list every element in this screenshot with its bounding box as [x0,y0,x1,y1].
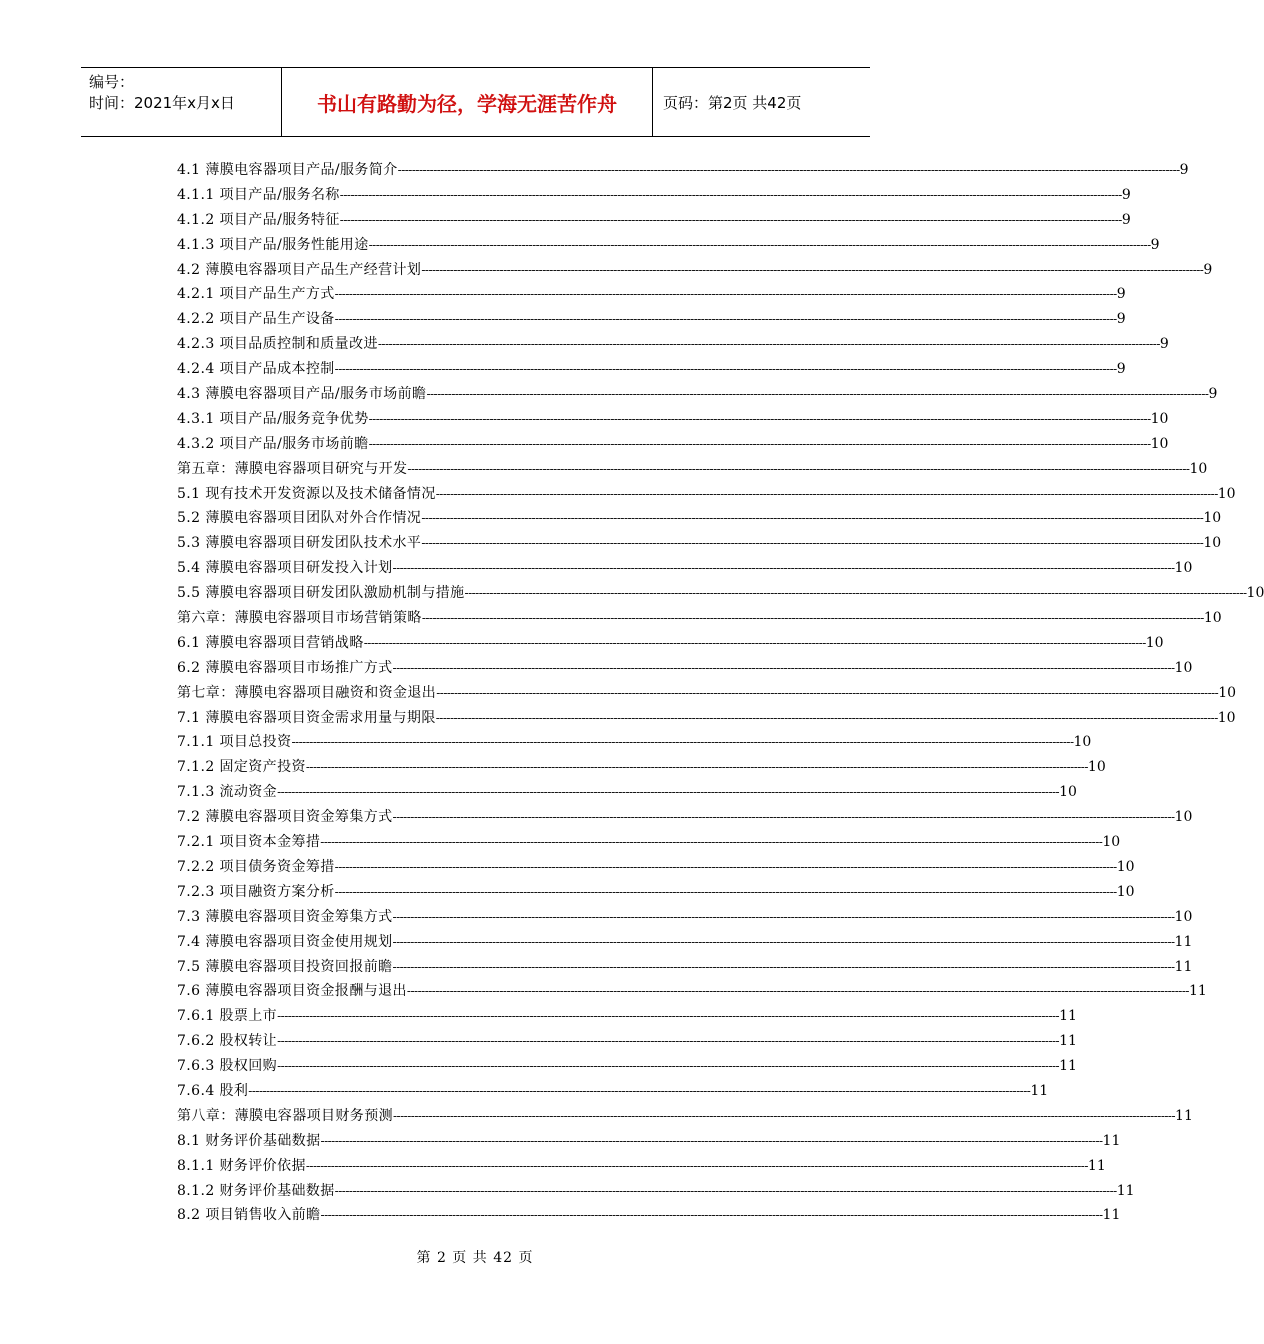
toc-entry-title: 5.5 薄膜电容器项目研发团队激励机制与措施 [177,585,465,602]
toc-entry-page: 10 [1059,784,1077,801]
toc-entry-page: 10 [1150,410,1169,427]
toc-entry-page: 11 [1188,983,1207,1000]
toc-leader-dashes: ---------------------------------------------------------------------------------------------------------------------------------------------------------------------------------------------------------------------------- [339,212,1122,227]
header-number-label: 编号： [89,73,135,91]
toc-leader-dashes: ---------------------------------------------------------------------------------------------------------------------------------------------------------------------------------------------------------------------------- [368,237,1151,252]
toc-entry-title: 7.1.1 项目总投资 [177,734,292,751]
toc-entry-page: 10 [1189,460,1208,477]
toc-leader-dashes: ---------------------------------------------------------------------------------------------------------------------------------------------------------------------------------------------------------------------------- [277,1034,1060,1049]
toc-entry[interactable] [177,557,1193,582]
toc-leader-dashes: ---------------------------------------------------------------------------------------------------------------------------------------------------------------------------------------------------------------------------- [320,1208,1103,1223]
toc-entry-title: 8.1 财务评价基础数据 [177,1132,321,1149]
toc-entry-page: 10 [1218,684,1237,701]
toc-entry-title: 8.1.1 财务评价依据 [177,1157,306,1174]
toc-entry-page: 11 [1059,1033,1077,1050]
toc-leader-dashes: ---------------------------------------------------------------------------------------------------------------------------------------------------------------------------------------------------------------------------- [277,1009,1060,1024]
toc-leader-dashes: ---------------------------------------------------------------------------------------------------------------------------------------------------------------------------------------------------------------------------- [421,611,1204,626]
toc-entry-page: 11 [1174,958,1193,975]
toc-entry[interactable] [177,856,1135,881]
toc-entry[interactable] [177,1080,1049,1105]
toc-entry-title: 7.4 薄膜电容器项目资金使用规划 [177,933,393,950]
toc-entry-page: 10 [1073,734,1092,751]
toc-entry[interactable] [177,333,1169,358]
toc-leader-dashes: ---------------------------------------------------------------------------------------------------------------------------------------------------------------------------------------------------------------------------- [421,511,1204,526]
toc-entry-title: 7.6.2 股权转让 [177,1033,278,1050]
toc-entry-page: 10 [1246,585,1264,602]
toc-entry-page: 10 [1102,834,1121,851]
toc-entry-page: 10 [1217,485,1236,502]
toc-entry[interactable] [177,1055,1077,1080]
header-time-label: 时间：2021年x月x日 [89,94,235,112]
toc-entry-title: 4.1.3 项目产品/服务性能用途 [177,236,369,253]
toc-entry[interactable] [177,283,1126,308]
toc-entry-page: 11 [1116,1182,1135,1199]
toc-entry-title: 5.3 薄膜电容器项目研发团队技术水平 [177,535,422,552]
toc-entry-title: 7.2 薄膜电容器项目资金筹集方式 [177,809,393,826]
toc-entry-page: 10 [1087,759,1106,776]
toc-leader-dashes: ---------------------------------------------------------------------------------------------------------------------------------------------------------------------------------------------------------------------------- [334,287,1117,302]
toc-leader-dashes: ---------------------------------------------------------------------------------------------------------------------------------------------------------------------------------------------------------------------------- [436,685,1219,700]
toc-entry-title: 4.2.2 项目产品生产设备 [177,311,335,328]
toc-entry-page: 10 [1174,560,1193,577]
toc-entry-page: 11 [1174,933,1193,950]
toc-entry-title: 7.6 薄膜电容器项目资金报酬与退出 [177,983,407,1000]
toc-entry-page: 11 [1059,1008,1077,1025]
toc-entry-page: 11 [1102,1207,1121,1224]
toc-leader-dashes: ---------------------------------------------------------------------------------------------------------------------------------------------------------------------------------------------------------------------------- [392,561,1175,576]
toc-entry-page: 10 [1116,883,1135,900]
toc-entry-title: 8.1.2 财务评价基础数据 [177,1182,335,1199]
toc-entry-page: 10 [1174,659,1193,676]
toc-leader-dashes: ---------------------------------------------------------------------------------------------------------------------------------------------------------------------------------------------------------------------------- [392,959,1175,974]
toc-entry-page: 9 [1179,162,1189,178]
toc-leader-dashes: ---------------------------------------------------------------------------------------------------------------------------------------------------------------------------------------------------------------------------- [334,1183,1117,1198]
toc-entry[interactable] [177,209,1131,234]
toc-entry[interactable] [177,1155,1106,1180]
toc-entry-page: 9 [1121,186,1131,203]
toc-entry-page: 10 [1203,510,1222,527]
toc-entry[interactable] [177,458,1208,483]
toc-entry[interactable] [177,184,1131,209]
toc-entry-page: 11 [1030,1082,1049,1099]
toc-leader-dashes: ---------------------------------------------------------------------------------------------------------------------------------------------------------------------------------------------------------------------------- [334,884,1117,899]
toc-entry-title: 7.1.3 流动资金 [177,784,278,801]
toc-entry[interactable] [177,831,1121,856]
toc-entry-title: 第七章：薄膜电容器项目融资和资金退出 [177,684,437,701]
toc-entry[interactable] [177,931,1193,956]
toc-entry-page: 10 [1145,634,1164,651]
toc-entry-title: 5.2 薄膜电容器项目团队对外合作情况 [177,510,422,527]
toc-entry[interactable] [177,980,1207,1005]
toc-leader-dashes: ---------------------------------------------------------------------------------------------------------------------------------------------------------------------------------------------------------------------------- [435,710,1218,725]
toc-entry[interactable] [177,1105,1193,1130]
toc-entry[interactable] [177,159,1189,184]
toc-entry-title: 第五章：薄膜电容器项目研究与开发 [177,460,408,477]
toc-entry-page: 10 [1203,535,1222,552]
toc-leader-dashes: ---------------------------------------------------------------------------------------------------------------------------------------------------------------------------------------------------------------------------- [392,810,1175,825]
toc-entry-page: 9 [1116,361,1126,378]
toc-leader-dashes: ---------------------------------------------------------------------------------------------------------------------------------------------------------------------------------------------------------------------------- [305,1158,1088,1173]
toc-entry-title: 5.1 现有技术开发资源以及技术储备情况 [177,485,436,502]
toc-leader-dashes: ---------------------------------------------------------------------------------------------------------------------------------------------------------------------------------------------------------------------------- [334,362,1117,377]
toc-leader-dashes: ---------------------------------------------------------------------------------------------------------------------------------------------------------------------------------------------------------------------------- [435,486,1218,501]
toc-entry[interactable] [177,532,1222,557]
toc-entry[interactable] [177,358,1126,383]
toc-leader-dashes: ---------------------------------------------------------------------------------------------------------------------------------------------------------------------------------------------------------------------------- [421,262,1204,277]
toc-leader-dashes: ---------------------------------------------------------------------------------------------------------------------------------------------------------------------------------------------------------------------------- [277,1059,1060,1074]
toc-entry[interactable] [177,707,1236,732]
toc-entry-title: 4.3 薄膜电容器项目产品/服务市场前瞻 [177,386,427,403]
toc-entry[interactable] [177,483,1236,508]
toc-leader-dashes: ---------------------------------------------------------------------------------------------------------------------------------------------------------------------------------------------------------------------------- [334,312,1117,327]
toc-entry-title: 4.1.1 项目产品/服务名称 [177,186,340,203]
toc-entry[interactable] [177,956,1193,981]
toc-entry[interactable] [177,806,1193,831]
toc-entry-title: 4.1.2 项目产品/服务特征 [177,211,340,228]
toc-entry[interactable] [177,383,1218,408]
toc-leader-dashes: ---------------------------------------------------------------------------------------------------------------------------------------------------------------------------------------------------------------------------- [392,909,1175,924]
toc-entry-title: 5.4 薄膜电容器项目研发投入计划 [177,560,393,577]
toc-entry-page: 11 [1087,1157,1106,1174]
toc-entry-page: 9 [1121,211,1131,228]
toc-entry-page: 9 [1116,311,1126,328]
toc-entry-title: 7.2.1 项目资本金筹措 [177,834,321,851]
toc-leader-dashes: ---------------------------------------------------------------------------------------------------------------------------------------------------------------------------------------------------------------------------- [406,984,1189,999]
toc-entry-title: 4.2.3 项目品质控制和质量改进 [177,336,378,353]
toc-entry-title: 4.3.1 项目产品/服务竞争优势 [177,410,369,427]
toc-entry[interactable] [177,632,1164,657]
toc-entry[interactable] [177,682,1237,707]
toc-entry-page: 10 [1150,435,1169,452]
toc-entry-page: 9 [1150,236,1160,253]
toc-entry[interactable] [177,507,1222,532]
toc-entry-page: 9 [1159,336,1169,353]
toc-entry-page: 9 [1116,286,1126,303]
toc-leader-dashes: ---------------------------------------------------------------------------------------------------------------------------------------------------------------------------------------------------------------------------- [393,1108,1176,1123]
toc-leader-dashes: ---------------------------------------------------------------------------------------------------------------------------------------------------------------------------------------------------------------------------- [339,187,1122,202]
toc-entry[interactable] [177,881,1135,906]
toc-entry-page: 9 [1203,261,1213,278]
toc-leader-dashes: ---------------------------------------------------------------------------------------------------------------------------------------------------------------------------------------------------------------------------- [248,1083,1031,1098]
toc-entry[interactable] [177,756,1106,781]
toc-leader-dashes: ---------------------------------------------------------------------------------------------------------------------------------------------------------------------------------------------------------------------------- [368,411,1151,426]
toc-leader-dashes: ---------------------------------------------------------------------------------------------------------------------------------------------------------------------------------------------------------------------------- [397,163,1180,177]
toc-entry-title: 4.2.4 项目产品成本控制 [177,361,335,378]
toc-entry[interactable] [177,433,1169,458]
toc-leader-dashes: ---------------------------------------------------------------------------------------------------------------------------------------------------------------------------------------------------------------------------- [320,835,1103,850]
page-footer: 第 2 页 共 42 页 [416,1250,534,1266]
toc-leader-dashes: ---------------------------------------------------------------------------------------------------------------------------------------------------------------------------------------------------------------------------- [426,387,1209,402]
toc-entry[interactable] [177,408,1169,433]
toc-entry-title: 7.1.2 固定资产投资 [177,759,306,776]
toc-leader-dashes: ---------------------------------------------------------------------------------------------------------------------------------------------------------------------------------------------------------------------------- [305,760,1088,775]
table-of-contents [177,159,1264,1229]
toc-entry[interactable] [177,731,1092,756]
toc-entry-title: 7.2.2 项目债务资金筹措 [177,858,335,875]
toc-entry-title: 7.6.4 股利 [177,1082,249,1099]
toc-entry-title: 7.6.3 股权回购 [177,1058,278,1075]
header-motto: 书山有路勤为径，学海无涯苦作舟 [282,68,653,136]
toc-entry-title: 第六章：薄膜电容器项目市场营销策略 [177,610,422,627]
toc-leader-dashes: ---------------------------------------------------------------------------------------------------------------------------------------------------------------------------------------------------------------------------- [377,337,1160,352]
toc-entry[interactable] [177,781,1077,806]
toc-entry[interactable] [177,1204,1121,1229]
toc-leader-dashes: ---------------------------------------------------------------------------------------------------------------------------------------------------------------------------------------------------------------------------- [407,461,1190,476]
toc-entry-title: 7.6.1 股票上市 [177,1008,278,1025]
toc-entry[interactable] [177,1130,1121,1155]
toc-leader-dashes: ---------------------------------------------------------------------------------------------------------------------------------------------------------------------------------------------------------------------------- [291,735,1074,750]
toc-entry-page: 10 [1174,908,1193,925]
toc-entry-title: 第八章：薄膜电容器项目财务预测 [177,1107,393,1124]
toc-entry-title: 7.2.3 项目融资方案分析 [177,883,335,900]
toc-leader-dashes: ---------------------------------------------------------------------------------------------------------------------------------------------------------------------------------------------------------------------------- [368,436,1151,451]
toc-entry[interactable] [177,234,1160,259]
toc-entry-title: 7.1 薄膜电容器项目资金需求用量与期限 [177,709,436,726]
toc-entry-title: 7.3 薄膜电容器项目资金筹集方式 [177,908,393,925]
toc-entry[interactable] [177,657,1193,682]
toc-leader-dashes: ---------------------------------------------------------------------------------------------------------------------------------------------------------------------------------------------------------------------------- [392,934,1175,949]
toc-entry-title: 7.5 薄膜电容器项目投资回报前瞻 [177,958,393,975]
toc-entry[interactable] [177,1180,1135,1205]
toc-entry-title: 8.2 项目销售收入前瞻 [177,1207,321,1224]
toc-entry-title: 4.1 薄膜电容器项目产品/服务简介 [177,162,398,178]
toc-entry[interactable] [177,308,1126,333]
toc-entry-page: 10 [1174,809,1193,826]
toc-entry-title: 4.2.1 项目产品生产方式 [177,286,335,303]
toc-entry[interactable] [177,259,1213,284]
toc-leader-dashes: ---------------------------------------------------------------------------------------------------------------------------------------------------------------------------------------------------------------------------- [392,660,1175,675]
toc-leader-dashes: ---------------------------------------------------------------------------------------------------------------------------------------------------------------------------------------------------------------------------- [320,1133,1103,1148]
toc-entry-title: 4.3.2 项目产品/服务市场前瞻 [177,435,369,452]
header-meta [81,68,282,136]
toc-entry[interactable] [177,906,1193,931]
toc-leader-dashes: ---------------------------------------------------------------------------------------------------------------------------------------------------------------------------------------------------------------------------- [363,635,1146,650]
toc-leader-dashes: ---------------------------------------------------------------------------------------------------------------------------------------------------------------------------------------------------------------------------- [421,536,1204,551]
toc-entry-page: 11 [1059,1058,1077,1075]
toc-entry-title: 6.1 薄膜电容器项目营销战略 [177,634,364,651]
toc-leader-dashes: ---------------------------------------------------------------------------------------------------------------------------------------------------------------------------------------------------------------------------- [464,586,1247,601]
toc-entry-page: 11 [1175,1107,1193,1124]
page-header [81,67,870,137]
toc-entry[interactable] [177,1005,1077,1030]
toc-entry[interactable] [177,1030,1077,1055]
toc-entry-page: 11 [1102,1132,1121,1149]
toc-entry-title: 6.2 薄膜电容器项目市场推广方式 [177,659,393,676]
toc-entry-title: 4.2 薄膜电容器项目产品生产经营计划 [177,261,422,278]
toc-entry-page: 9 [1208,386,1218,403]
toc-entry-page: 10 [1217,709,1236,726]
toc-entry[interactable] [177,582,1264,607]
toc-entry[interactable] [177,607,1222,632]
toc-leader-dashes: ---------------------------------------------------------------------------------------------------------------------------------------------------------------------------------------------------------------------------- [334,859,1117,874]
header-page-info: 页码：第2页 共42页 [663,93,802,112]
toc-leader-dashes: ---------------------------------------------------------------------------------------------------------------------------------------------------------------------------------------------------------------------------- [277,785,1060,800]
toc-entry-page: 10 [1203,610,1222,627]
toc-entry-page: 10 [1116,858,1135,875]
